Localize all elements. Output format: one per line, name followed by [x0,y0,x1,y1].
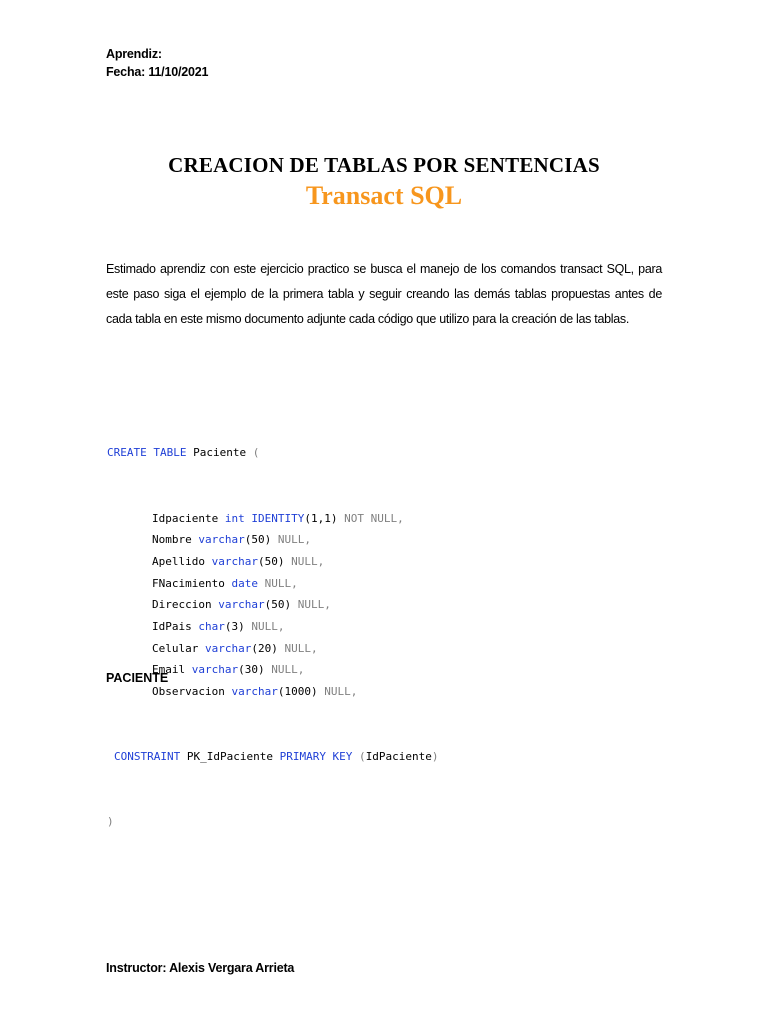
code-column-nullness: NULL [271,533,305,547]
code-column-nullness: NULL [284,554,318,568]
code-line-constraint [107,746,439,768]
code-constraint-name: PK_IdPaciente [180,750,280,764]
code-column-line [107,551,439,573]
code-column-name: Celular [152,641,205,655]
code-column-name: Apellido [152,554,212,568]
code-pk-close: ) [431,750,439,764]
code-column-line [107,638,439,660]
code-column-line [107,594,439,616]
code-column-comma: , [317,554,325,568]
code-open-paren: ( [252,446,260,460]
code-column-size: (50) [264,598,292,612]
code-column-comma: , [304,533,311,547]
code-column-nullness: NULL [264,663,298,677]
code-column-name: Nombre [152,533,199,547]
code-column-nullness: NULL [244,619,278,633]
code-column-type: varchar [218,598,265,612]
code-column-type: varchar [211,554,258,568]
code-column-nullness: NOT NULL [337,511,398,525]
code-column-comma: , [297,663,305,677]
code-column-type: date [231,576,258,590]
code-column-size: (20) [251,641,278,655]
code-keyword-create-table: CREATE TABLE [107,446,187,460]
code-keyword-constraint: CONSTRAINT [114,750,181,764]
code-column-size: (1000) [277,685,318,698]
code-column-nullness: NULL [291,598,325,612]
code-pk-column: IdPaciente [365,750,432,764]
code-column-name: IdPais [152,619,199,633]
code-line-close [107,811,439,833]
code-column-type: char [198,619,225,633]
code-column-size: (30) [238,663,265,677]
document-header [106,45,208,81]
code-column-type: varchar [204,641,252,655]
code-column-comma: , [350,685,358,698]
sql-code-block [107,399,439,855]
aprendiz-label: Aprendiz: [106,47,162,61]
code-column-nullness: NULL [277,641,311,655]
title-block [0,150,768,212]
code-column-name: Direccion [152,598,219,612]
code-column-nullness: NULL [257,576,292,590]
code-pk-open: ( [352,750,366,764]
code-column-type: varchar [198,533,245,547]
code-column-size: (3) [224,619,245,633]
code-column-identity: IDENTITY [244,511,305,525]
fecha-label: Fecha: 11/10/2021 [106,65,209,79]
code-column-comma: , [277,619,285,633]
code-column-type: varchar [191,663,239,677]
code-column-name: Email [152,663,192,677]
code-column-comma: , [310,641,318,655]
code-column-name: FNacimiento [152,576,232,590]
code-column-line [107,573,439,595]
code-keyword-primary-key: PRIMARY KEY [279,750,353,764]
document-title: CREACION DE TABLAS POR SENTENCIAS [168,153,600,177]
section-label-paciente: PACIENTE [106,671,169,685]
code-column-name: Observacion [152,685,232,698]
code-column-comma: , [397,511,404,525]
code-column-line [107,508,439,530]
code-column-size: (50) [257,554,285,568]
code-line-create [107,442,439,464]
code-column-line [107,529,439,551]
code-table-name: Paciente [186,446,253,460]
document-subtitle: Transact SQL [305,181,463,210]
code-column-type: int [224,511,245,525]
code-column-size: (1,1) [304,511,338,525]
intro-paragraph: Estimado aprendiz con este ejercicio practico se busca el manejo de los comandos transact SQL, para este paso siga el ejemplo de la primera tabla y seguir creando las demás tablas propuestas antes de cada tabla en este mismo documento adjunte cada código que utilizo para la creación de las tablas. [106,262,662,326]
code-close-paren: ) [107,815,114,829]
code-column-nullness: NULL [317,685,351,698]
code-column-type: varchar [231,685,278,698]
code-column-comma: , [291,576,298,590]
instructor-footer: Instructor: Alexis Vergara Arrieta [106,961,295,975]
code-column-size: (50) [244,533,272,547]
code-column-line [107,616,439,638]
code-column-name: Idpaciente [152,511,225,525]
code-column-comma: , [324,598,331,612]
